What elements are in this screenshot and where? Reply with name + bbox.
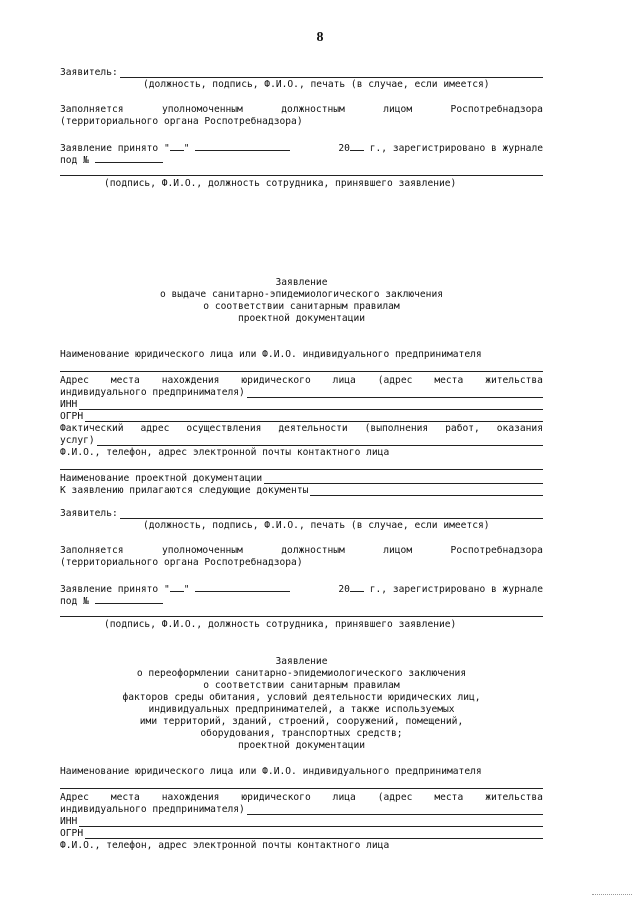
word: места — [110, 792, 140, 803]
form1-ogrn-row — [60, 411, 543, 422]
form1-address-field[interactable] — [247, 388, 543, 398]
form2-title: Заявление — [275, 656, 328, 667]
form2-address-row-2 — [60, 804, 543, 815]
journal-no-field[interactable] — [95, 153, 163, 163]
form2-inn-row — [60, 816, 543, 827]
month-field[interactable] — [195, 582, 290, 592]
applicant-label: Заявитель: — [60, 67, 118, 78]
word: места — [110, 375, 140, 386]
word: (адрес — [377, 792, 413, 803]
applicant-row-2 — [60, 508, 543, 519]
project-docs-label: Наименование проектной документации — [60, 473, 263, 484]
signature-caption: (подпись, Ф.И.О., должность сотрудника, принявшего заявление) — [104, 619, 457, 630]
journal-no-field[interactable] — [95, 594, 163, 604]
year-prefix: 20 — [338, 143, 350, 154]
actual-label-2: услуг) — [60, 435, 95, 446]
form2-contact-label: Ф.И.О., телефон, адрес электронной почты контактного лица — [60, 840, 390, 851]
applicant-signature-field[interactable] — [120, 509, 543, 519]
form1-ogrn-field[interactable] — [85, 412, 543, 422]
journal-no-label: под № — [60, 596, 89, 607]
signature-line[interactable] — [60, 616, 543, 617]
form1-contact-field[interactable] — [60, 469, 543, 470]
form2-subtitle-6: оборудования, транспортных средств; — [200, 728, 403, 739]
form1-inn-field[interactable] — [79, 400, 543, 410]
word: юридического — [241, 375, 311, 386]
attached-docs-label: К заявлению прилагаются следующие документы — [60, 485, 309, 496]
applicant-row — [60, 67, 543, 78]
journal-label: г., зарегистрировано в журнале — [363, 143, 543, 154]
filled-by-line-2: (территориального органа Роспотребнадзора) — [60, 116, 303, 127]
form1-inn-row — [60, 399, 543, 410]
ogrn-label: ОГРН — [60, 411, 84, 422]
word: (адрес — [377, 375, 413, 386]
form2-name-field[interactable] — [60, 788, 543, 789]
filled-by-line — [60, 545, 543, 556]
form1-address-row-2 — [60, 387, 543, 398]
form1-subtitle-3: проектной документации — [237, 313, 366, 324]
applicant-caption: (должность, подпись, Ф.И.О., печать (в случае, если имеется) — [143, 79, 490, 90]
word: нахождения — [161, 792, 220, 803]
page-edge-mark — [592, 894, 632, 895]
word: лица — [332, 375, 356, 386]
word: Фактический — [60, 423, 124, 434]
page-number: 8 — [316, 30, 324, 45]
day-field[interactable] — [170, 582, 184, 592]
journal-label: г., зарегистрировано в журнале — [363, 584, 543, 595]
form1-subtitle-1: о выдаче санитарно-эпидемиологического заключения — [159, 289, 444, 300]
applicant-caption: (должность, подпись, Ф.И.О., печать (в случае, если имеется) — [143, 520, 490, 531]
form2-address-field[interactable] — [247, 805, 543, 815]
word: нахождения — [161, 375, 220, 386]
ogrn-label: ОГРН — [60, 828, 84, 839]
form1-actual-line — [60, 423, 543, 434]
word: работ, — [445, 423, 480, 434]
word: юридического — [241, 792, 311, 803]
month-field[interactable] — [195, 141, 290, 151]
word: лица — [332, 792, 356, 803]
form2-subtitle-5: ими территорий, зданий, строений, сооружений, помещений, — [139, 716, 464, 727]
word: осуществления — [186, 423, 262, 434]
word: места — [434, 375, 464, 386]
form2-subtitle-1: о переоформлении санитарно-эпидемиологического заключения — [136, 668, 467, 679]
word: уполномоченным — [161, 104, 243, 115]
inn-label: ИНН — [60, 816, 78, 827]
form2-subtitle-4: индивидуальных предпринимателей, а также используемых — [148, 704, 455, 715]
year-field[interactable] — [350, 582, 364, 592]
signature-caption: (подпись, Ф.И.О., должность сотрудника, принявшего заявление) — [104, 178, 457, 189]
accepted-no-line — [60, 594, 543, 607]
accepted-no-line — [60, 153, 543, 166]
form2-name-label — [60, 766, 543, 777]
form2-inn-field[interactable] — [79, 817, 543, 827]
word: лицом — [383, 545, 413, 556]
form2-ogrn-field[interactable] — [85, 829, 543, 839]
form1-attached-row — [60, 485, 543, 496]
form2-subtitle-3: факторов среды обитания, условий деятельности юридических лиц, — [122, 692, 481, 703]
quote: " — [183, 143, 190, 154]
journal-no-label: под № — [60, 155, 89, 166]
form1-address-line — [60, 375, 543, 386]
form1-attached-field[interactable] — [310, 486, 543, 496]
word: жительства — [485, 375, 543, 386]
filled-by-line — [60, 104, 543, 115]
word: должностным — [281, 104, 345, 115]
form2-subtitle-7: проектной документации — [237, 740, 366, 751]
name-label: Наименование юридического лица или Ф.И.О. индивидуального предпринимателя — [60, 766, 482, 777]
form1-actual-field[interactable] — [97, 436, 543, 446]
quote: " — [183, 584, 190, 595]
accepted-label: Заявление принято " — [60, 143, 170, 154]
form2-subtitle-2: о соответствии санитарным правилам — [203, 680, 400, 691]
word: Роспотребнадзора — [450, 104, 543, 115]
form1-name-field[interactable] — [60, 371, 543, 372]
form1-project-field[interactable] — [264, 474, 543, 484]
word: (выполнения — [364, 423, 429, 434]
inn-label: ИНН — [60, 399, 78, 410]
word: оказания — [496, 423, 543, 434]
word: адрес — [140, 423, 170, 434]
day-field[interactable] — [170, 141, 184, 151]
form2-ogrn-row — [60, 828, 543, 839]
filled-by-line-2: (территориального органа Роспотребнадзора) — [60, 557, 303, 568]
form1-title: Заявление — [275, 277, 328, 288]
word: Адрес — [60, 375, 89, 386]
address-label-2: индивидуального предпринимателя) — [60, 387, 245, 398]
year-field[interactable] — [350, 141, 364, 151]
accepted-label: Заявление принято " — [60, 584, 170, 595]
name-label: Наименование юридического лица или Ф.И.О. индивидуального предпринимателя — [60, 349, 482, 360]
form1-project-row — [60, 473, 543, 484]
address-label-2: индивидуального предпринимателя) — [60, 804, 245, 815]
form1-contact-label: Ф.И.О., телефон, адрес электронной почты контактного лица — [60, 447, 390, 458]
form2-address-line — [60, 792, 543, 803]
applicant-label: Заявитель: — [60, 508, 118, 519]
form1-name-label — [60, 349, 543, 360]
year-prefix: 20 — [338, 584, 350, 595]
word: места — [434, 792, 464, 803]
word: Роспотребнадзора — [450, 545, 543, 556]
form1-subtitle-2: о соответствии санитарным правилам — [203, 301, 400, 312]
word: лицом — [383, 104, 413, 115]
word: деятельности — [278, 423, 348, 434]
applicant-signature-field[interactable] — [120, 68, 543, 78]
signature-line[interactable] — [60, 175, 543, 176]
word: Адрес — [60, 792, 89, 803]
word: Заполняется — [60, 104, 124, 115]
word: жительства — [485, 792, 543, 803]
word: уполномоченным — [161, 545, 243, 556]
form1-actual-row-2 — [60, 435, 543, 446]
word: Заполняется — [60, 545, 124, 556]
word: должностным — [281, 545, 345, 556]
